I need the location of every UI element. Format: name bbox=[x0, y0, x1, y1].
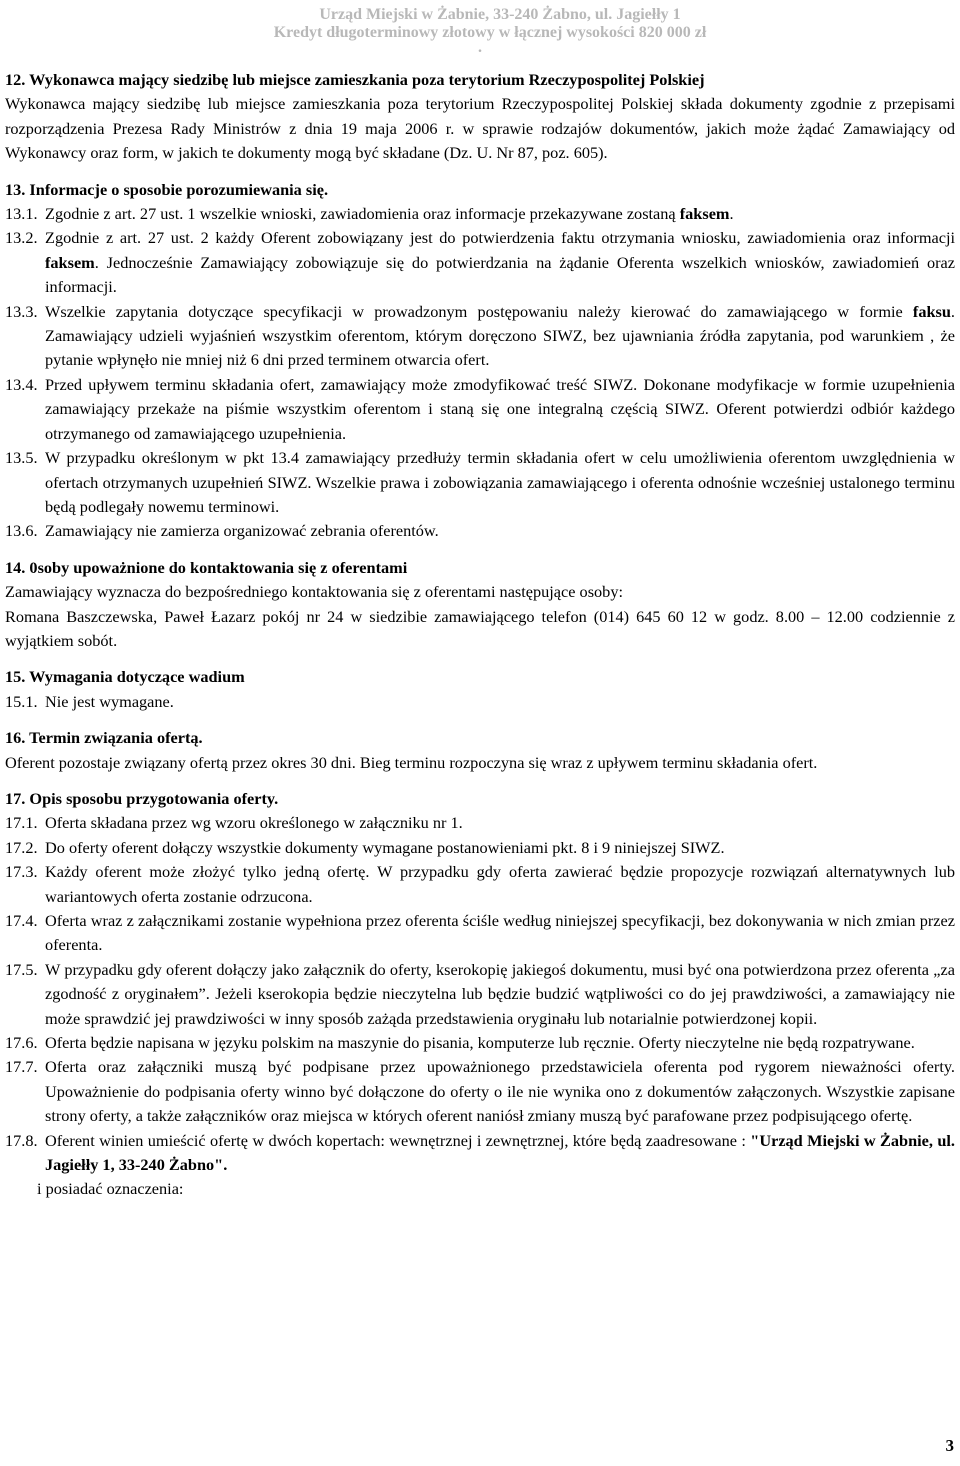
item-13-5 bbox=[5, 446, 955, 519]
item-number: 17.3. bbox=[5, 862, 38, 882]
item-text-cont: . Zamawiający udzieli wyjaśnień wszystkim oferentom, którym doręczono SIWZ, bez ujawniania źródła zapytania, pod warunkiem , że pytanie wpłynęło nie mniej niż 6 dni przed terminem otwarcia ofert. bbox=[45, 301, 955, 370]
item-number: 13.6. bbox=[5, 521, 38, 541]
item-number: 17.2. bbox=[5, 837, 38, 857]
item-text: Każdy oferent może złożyć tylko jedną ofertę. W przypadku gdy oferta zawierać będzie propozycje rozwiązań alternatywnych lub wariantowych oferta zostanie odrzucona. bbox=[45, 862, 955, 906]
item-bold-text: faksu bbox=[912, 301, 951, 321]
item-number: 17.8. bbox=[5, 1130, 38, 1150]
item-number: 17.6. bbox=[5, 1033, 38, 1053]
item-17-5 bbox=[5, 958, 955, 1031]
header-line-2: Kredyt długoterminowy złotowy w łącznej wysokości 820 000 zł bbox=[273, 24, 707, 41]
section-17-heading: 17. Opis sposobu przygotowania oferty. bbox=[5, 788, 279, 808]
document-body bbox=[5, 68, 955, 1202]
item-17-6 bbox=[5, 1031, 955, 1055]
item-text: W przypadku określonym w pkt 13.4 zamawiający przedłuży termin składania ofert w celu umożliwienia oferentom uwzględnienia w ofertach otrzymanych uzupełnień SIWZ. Wszelkie prawa i zobowiązania zamawiającego i oferenta odnośnie wcześniej ustalonego terminu będą podlegały nowemu terminowi. bbox=[45, 448, 955, 516]
item-text: Oferta składana przez wg wzoru określonego w załączniku nr 1. bbox=[45, 813, 463, 833]
item-13-2 bbox=[5, 226, 955, 299]
item-text: Oferta wraz z załącznikami zostanie wypełniona przez oferenta ściśle według niniejszej specyfikacji, bez dokonywania w nich zmian przez oferenta. bbox=[45, 911, 955, 955]
item-number: 13.1. bbox=[5, 204, 38, 224]
item-17-7 bbox=[5, 1055, 955, 1128]
item-text: Oferta oraz załączniki muszą być podpisane przez upoważnionego przedstawiciela oferenta pod rygorem nieważności oferty. Upoważnienie do podpisania oferty winno być dołączone do oferty o ile nie wynika ono z dokumentów załączonych. Wszystkie zapisane strony oferty, a także załączników oraz miejsca w których oferent naniósł zmiany muszą być parafowane przez podpisującego ofertę. bbox=[45, 1057, 955, 1126]
item-13-1: 13.1. Zgodnie z art. 27 ust. 1 wszelkie wnioski, zawiadomienia oraz informacje przekazywane zostaną faksem. bbox=[5, 202, 955, 226]
page-header bbox=[0, 6, 960, 54]
section-14-heading: 14. 0soby upoważnione do kontaktowania się z oferentami bbox=[5, 557, 408, 577]
item-text: Nie jest wymagane. bbox=[45, 691, 174, 711]
item-text: Oferta będzie napisana w języku polskim na maszynie do pisania, komputerze lub ręcznie. Oferty nieczytelne nie będą rozpatrywane. bbox=[45, 1033, 915, 1053]
section-13-heading: 13. Informacje o sposobie porozumiewania się. bbox=[5, 179, 329, 199]
header-dot: . bbox=[478, 39, 482, 56]
item-number: 13.5. bbox=[5, 448, 38, 468]
item-17-3 bbox=[5, 860, 955, 909]
section-14-para-1: Zamawiający wyznacza do bezpośredniego kontaktowania się z oferentami następujące osoby: bbox=[5, 582, 623, 602]
section-12-heading: 12. Wykonawca mający siedzibę lub miejsce zamieszkania poza terytorium Rzeczypospolitej Polskiej bbox=[5, 70, 705, 89]
item-number: 15.1. bbox=[5, 691, 38, 711]
section-16-heading: 16. Termin związania ofertą. bbox=[5, 728, 203, 748]
item-17-8 bbox=[5, 1129, 955, 1178]
item-bold-text: faksem bbox=[45, 252, 95, 272]
section-14-para-2: Romana Baszczewska, Paweł Łazarz pokój nr 24 w siedzibie zamawiającego telefon (014) 645 60 12 w godz. 8.00 – 12.00 codziennie z wyjątkiem sobót. bbox=[5, 606, 955, 650]
item-17-4 bbox=[5, 909, 955, 958]
item-17-2 bbox=[5, 836, 955, 860]
item-bold-text: faksem bbox=[679, 204, 730, 224]
item-13-3 bbox=[5, 300, 955, 373]
section-15-heading: 15. Wymagania dotyczące wadium bbox=[5, 667, 245, 687]
item-17-1 bbox=[5, 811, 955, 835]
item-number: 13.2. bbox=[5, 228, 38, 248]
header-line-1: Urząd Miejski w Żabnie, 33-240 Żabno, ul. Jagiełły 1 bbox=[319, 6, 681, 23]
item-text: Do oferty oferent dołączy wszystkie dokumenty wymagane postanowieniami pkt. 8 i 9 niniejszej SIWZ. bbox=[45, 837, 725, 857]
item-text: W przypadku gdy oferent dołączy jako załącznik do oferty, kserokopię jakiegoś dokumentu, musi być ona potwierdzona przez oferenta „za zgodność z oryginałem”. Jeżeli kserokopia będzie nieczytelna lub będzie budzić wątpliwości co do jej prawdziwości, a zamawiający nie może sprawdzić jej prawdziwości w inny sposób zażąda przedstawienia oryginału lub notarialnie potwierdzonej kopii. bbox=[45, 959, 955, 1028]
item-text: Przed upływem terminu składania ofert, zamawiający może zmodyfikować treść SIWZ. Dokonane modyfikacje w formie uzupełnienia zamawiający przekaże na piśmie wszystkim oferentom i staną się one integralną częścią SIWZ. Oferent potwierdzi odbiór każdego otrzymanego od zamawiającego uzupełnienia. bbox=[45, 374, 955, 443]
item-15-1 bbox=[5, 690, 955, 714]
item-number: 17.4. bbox=[5, 911, 38, 930]
item-text: Zamawiający nie zamierza organizować zebrania oferentów. bbox=[45, 521, 439, 541]
item-text-cont: . Jednocześnie Zamawiający zobowiązuje się do potwierdzania na żądanie Oferenta wszelkich wniosków, zawiadomień oraz informacji. bbox=[45, 252, 955, 297]
section-12-body: Wykonawca mający siedzibę lub miejsce zamieszkania poza terytorium Rzeczypospolitej Polskiej składa dokumenty zgodnie z przepisami rozporządzenia Prezesa Rady Ministrów z dnia 19 maja 2006 r. w sprawie rodzajów dokumentów, jakich może żądać Zamawiający od Wykonawcy oraz form, w jakich te dokumenty mogą być składane (Dz. U. Nr 87, poz. 605). bbox=[5, 94, 955, 163]
page-number: 3 bbox=[945, 1436, 954, 1455]
item-text: Zgodnie z art. 27 ust. 1 wszelkie wnioski, zawiadomienia oraz informacje przekazywane zostaną bbox=[45, 204, 676, 224]
item-number: 17.7. bbox=[5, 1057, 38, 1077]
item-number: 13.3. bbox=[5, 301, 38, 321]
section-16-para: Oferent pozostaje związany ofertą przez okres 30 dni. Bieg terminu rozpoczyna się wraz z upływem terminu składania ofert. bbox=[5, 752, 818, 772]
item-13-4 bbox=[5, 373, 955, 446]
item-number: 17.1. bbox=[5, 813, 38, 833]
item-text: Zgodnie z art. 27 ust. 2 każdy Oferent zobowiązany jest do potwierdzenia faktu otrzymania wniosku, zawiadomienia oraz informacji bbox=[45, 228, 955, 248]
item-number: 17.5. bbox=[5, 959, 38, 979]
item-text: Wszelkie zapytania dotyczące specyfikacji w prowadzonym postępowaniu należy kierować do zamawiającego w formie bbox=[45, 301, 903, 321]
item-text: Oferent winien umieścić ofertę w dwóch kopertach: wewnętrznej i zewnętrznej, które będą zaadresowane : bbox=[45, 1130, 746, 1150]
item-number: 13.4. bbox=[5, 374, 38, 394]
item-bold-address: "Urząd Miejski w Żabnie, ul. Jagiełły 1, 33-240 Żabno". bbox=[45, 1130, 955, 1175]
item-17-8-continuation: i posiadać oznaczenia: bbox=[37, 1179, 184, 1199]
item-13-6 bbox=[5, 519, 955, 543]
